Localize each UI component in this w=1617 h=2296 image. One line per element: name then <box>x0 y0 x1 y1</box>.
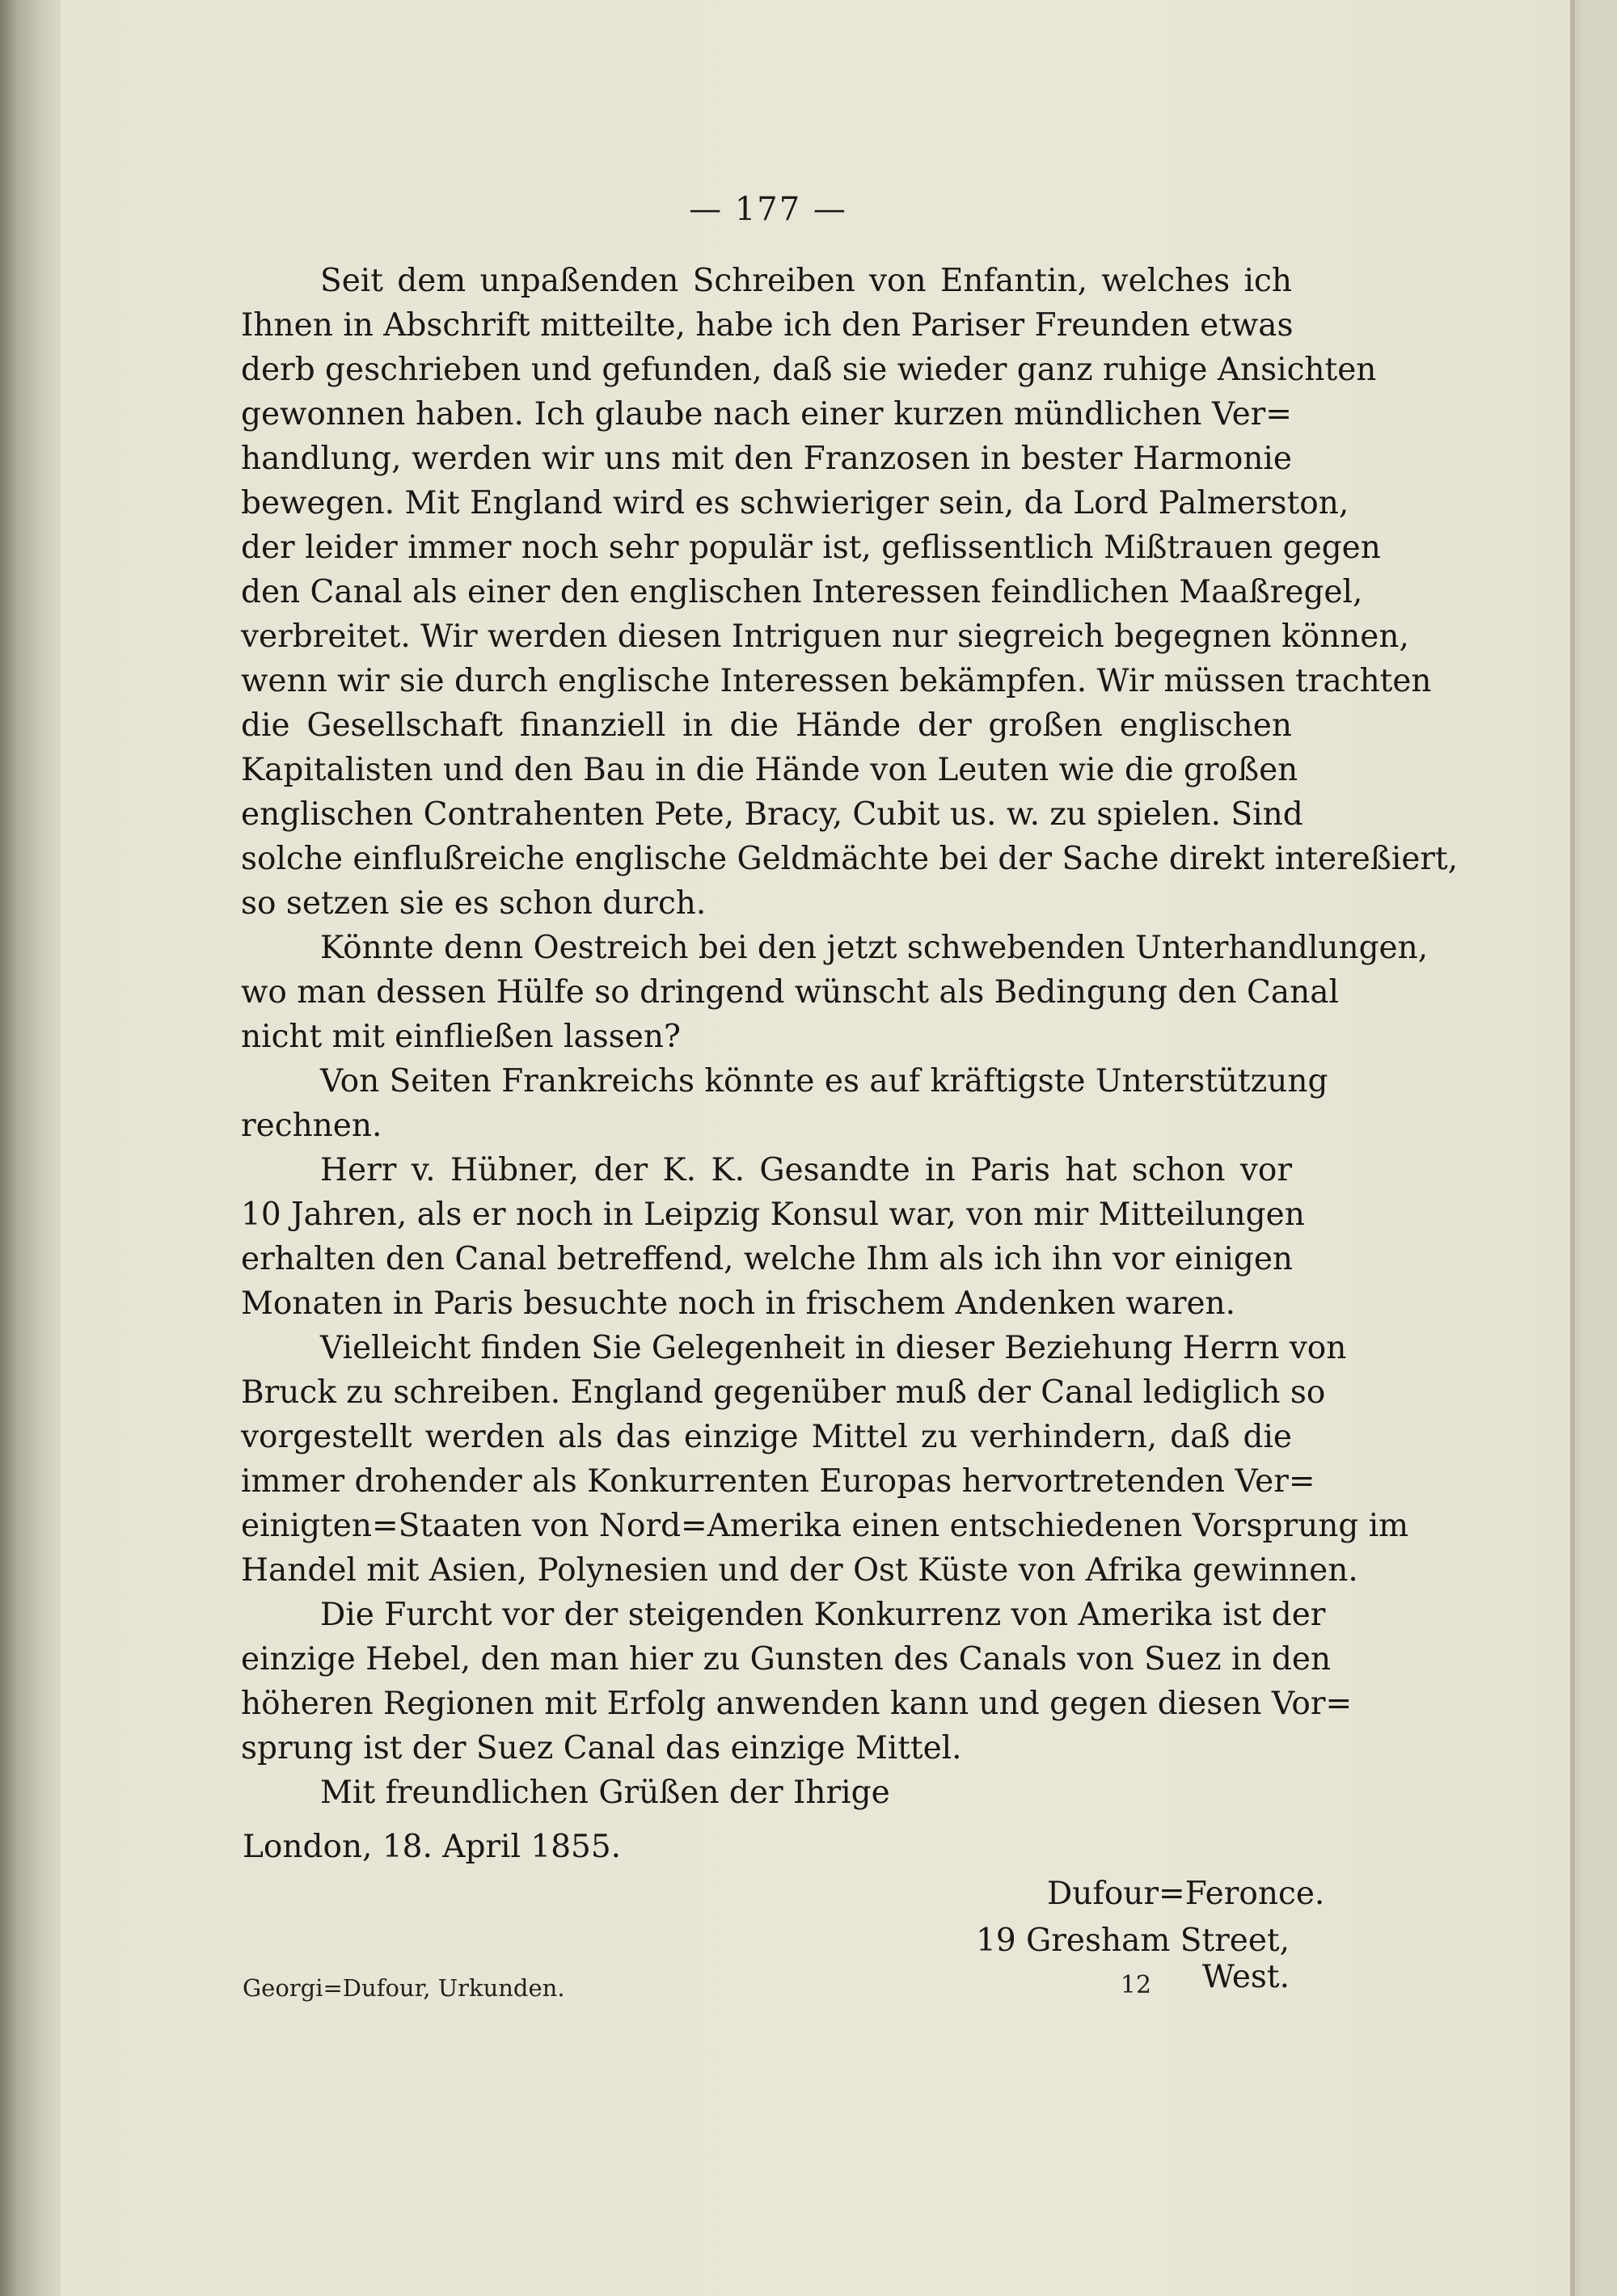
text-line: Herr v. Hübner, der K. K. Gesandte in Paris hat schon vor <box>320 1152 1292 1188</box>
text-line: die Gesellschaft finanziell in die Hände der großen englischen <box>241 707 1292 744</box>
text-line: bewegen. Mit England wird es schwieriger sein, da Lord Palmerston, <box>241 485 1349 521</box>
closing-line: Mit freundlichen Grüßen der Ihrige <box>320 1775 890 1811</box>
text-line: höheren Regionen mit Erfolg anwenden kann und gegen diesen Vor= <box>241 1686 1353 1722</box>
text-line: der leider immer noch sehr populär ist, geflissentlich Mißtrauen gegen <box>241 530 1381 566</box>
text-line: den Canal als einer den englischen Interessen feindlichen Maaßregel, <box>241 574 1363 610</box>
text-line: Seit dem unpaßenden Schreiben von Enfantin, welches ich <box>320 263 1292 299</box>
text-line: rechnen. <box>241 1108 382 1144</box>
text-line: Handel mit Asien, Polynesien und der Ost Küste von Afrika gewinnen. <box>241 1552 1358 1589</box>
text-line: Vielleicht finden Sie Gelegenheit in dieser Beziehung Herrn von <box>320 1330 1347 1366</box>
text-line: einigten=Staaten von Nord=Amerika einen entschiedenen Vorsprung im <box>241 1508 1409 1544</box>
text-line: vorgestellt werden als das einzige Mittel zu verhindern, daß die <box>241 1419 1292 1455</box>
text-line: so setzen sie es schon durch. <box>241 885 707 922</box>
signature: Dufour=Feronce. <box>1047 1876 1325 1912</box>
page-number: — 177 — <box>689 191 847 228</box>
date-line: London, 18. April 1855. <box>243 1829 622 1865</box>
text-line: Kapitalisten und den Bau in die Hände von Leuten wie die großen <box>241 752 1298 788</box>
text-line: Ihnen in Abschrift mitteilte, habe ich den Pariser Freunden etwas <box>241 307 1294 344</box>
text-line: verbreitet. Wir werden diesen Intriguen nur siegreich begegnen können, <box>241 618 1409 655</box>
letter-body <box>241 259 1459 1815</box>
text-line: Könnte denn Oestreich bei den jetzt schwebenden Unterhandlungen, <box>320 930 1429 966</box>
text-line: englischen Contrahenten Pete, Bracy, Cubit us. w. zu spielen. Sind <box>241 796 1303 833</box>
text-line: gewonnen haben. Ich glaube nach einer kurzen mündlichen Ver= <box>241 396 1292 433</box>
text-line: solche einflußreiche englische Geldmächte bei der Sache direkt intereßiert, <box>241 841 1459 877</box>
text-line: einzige Hebel, den man hier zu Gunsten des Canals von Suez in den <box>241 1641 1332 1678</box>
footer-source: Georgi=Dufour, Urkunden. <box>243 1974 565 2002</box>
text-line: derb geschrieben und gefunden, daß sie wieder ganz ruhige Ansichten <box>241 352 1377 388</box>
text-line: Bruck zu schreiben. England gegenüber muß der Canal lediglich so <box>241 1374 1326 1411</box>
text-line: wo man dessen Hülfe so dringend wünscht als Bedingung den Canal <box>241 974 1339 1011</box>
text-line: Monaten in Paris besuchte noch in frischem Andenken waren. <box>241 1285 1236 1322</box>
page-edge <box>1570 0 1575 2296</box>
text-line: immer drohender als Konkurrenten Europas hervortretenden Ver= <box>241 1463 1315 1500</box>
text-line: erhalten den Canal betreffend, welche Ihm als ich ihn vor einigen <box>241 1241 1294 1277</box>
text-line: Die Furcht vor der steigenden Konkurrenz von Amerika ist der <box>320 1597 1326 1633</box>
text-line: handlung, werden wir uns mit den Franzosen in bester Harmonie <box>241 441 1292 477</box>
address: 19 Gresham Street, West. <box>976 1922 1290 1995</box>
footer-sheet-number: 12 <box>1120 1971 1152 1999</box>
text-line: nicht mit einfließen lassen? <box>241 1019 681 1055</box>
text-line: wenn wir sie durch englische Interessen bekämpfen. Wir müssen trachten <box>241 663 1432 699</box>
text-line: 10 Jahren, als er noch in Leipzig Konsul war, von mir Mitteilungen <box>241 1197 1305 1233</box>
text-line: sprung ist der Suez Canal das einzige Mittel. <box>241 1730 962 1766</box>
text-line: Von Seiten Frankreichs könnte es auf kräftigste Unterstützung <box>320 1063 1328 1099</box>
